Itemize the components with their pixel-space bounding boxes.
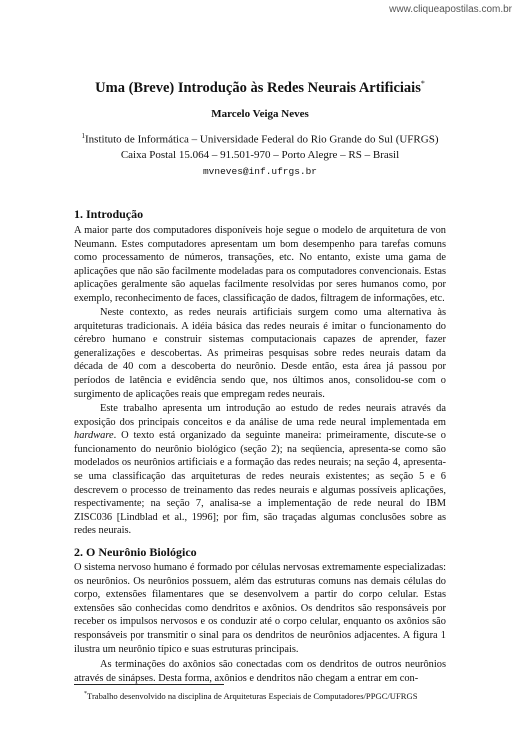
paragraph-neuron-1: O sistema nervoso humano é formado por células nervosas extremamente especializadas: os neurônios. Os neurônios possuem, além das estruturas comuns nas demais células do corpo, extensões filamentares que se desenvolvem a partir do corpo celular. Estas extensões são conhecidas como dendritos e axônios. Os dendritos são responsáveis por receber os impulsos nervosos e os conduzir até o corpo celular, enquanto os axônios são responsáveis por transmitir o sinal para os dendritos de neurônios adjacentes. A figura 1 ilustra um neurônio típico e suas estruturas principais. [74,562,446,655]
paper-title [74,79,446,97]
section-heading-neuronio-biologico: 2. O Neurônio Biológico [74,545,197,559]
paper-title-text: Uma (Breve) Introdução às Redes Neurais Artificiais [95,79,421,96]
footnote-mark: * [84,691,87,697]
footnote-divider [74,684,224,685]
section-heading-introducao: 1. Introdução [74,207,144,221]
paragraph-intro-3-start: Este trabalho apresenta um introdução ao estudo de redes neurais através da exposição dos principais conceitos e da análise de uma rede neural implementada em [74,403,446,428]
paragraph-intro-2: Neste contexto, as redes neurais artificiais surgem como uma alternativa às arquiteturas tradicionais. A idéia básica das redes neurais é imitar o funcionamento do cérebro humano e construir sistemas computacionais capazes de aprender, fazer generalizações e descobertas. As primeiras pesquisas sobre redes neurais datam da década de 40 com a descoberta do neurônio. Desde então, esta área já passou por períodos de latência e evidência sendo que, nos últimos anos, consolidou-se com o surgimento de aplicações reais que empregam redes neurais. [74,307,446,400]
affiliation-line-2: Caixa Postal 15.064 – 91.501-970 – Porto Alegre – RS – Brasil [120,148,400,161]
affiliation-mark: 1 [81,132,86,140]
affiliation-institute: Instituto de Informática – Universidade Federal do Rio Grande do Sul (UFRGS) [85,133,439,146]
watermark[interactable]: www.cliqueapostilas.com.br [389,4,512,15]
paragraph-intro-1: A maior parte dos computadores disponíveis hoje segue o modelo de arquitetura de von Neumann. Estes computadores apresentam um bom desempenho para tarefas comuns como processamento de números, transações, etc. No entanto, existe uma gama de aplicações que não são facilmente modeladas para os computadores convencionais. Estas aplicações geralmente são aquelas facilmente resolvidas por seres humanos como, por exemplo, reconhecimento de faces, classificação de dados, filtragem de informações, etc. [74,225,446,304]
author-name: Marcelo Veiga Neves [211,108,309,120]
paragraph-neuron-2: As terminações do axônios são conectadas com os dendritos de outros neurônios através de sinápses. Desta forma, axônios e dendritos não chegam a entrar em con- [74,659,446,684]
author-email: mvneves@inf.ufrgs.br [202,166,318,177]
footnote [84,689,446,702]
paragraph-intro-3 [74,402,446,538]
title-footnote-mark: * [420,79,425,88]
affiliation-line-1 [74,129,446,148]
affiliation [74,129,446,163]
footnote-text: Trabalho desenvolvido na disciplina de Arquiteturas Especiais de Computadores/PPGC/UFRGS [87,690,418,701]
paragraph-intro-3-end: . O texto está organizado da seguinte maneira: primeiramente, discute-se o funcionamento do neurônio biológico (seção 2); na seqüencia, apresenta-se como são modelados os neurônios artificiais e a formação das redes neurais; na seção 4, apresenta-se uma classificação das arquiteturas de redes neurais existentes; as seção 5 e 6 descrevem o processo de treinamento das redes neurais e algumas possíveis aplicações, respectivamente; na seção 7, analisa-se a implementação de rede neural do IBM ZISC036 [Lindblad et al., 1996]; por fim, são traçadas algumas conclusões sobre as redes neurais. [74,430,446,537]
hardware-emphasis: hardware [74,430,114,442]
